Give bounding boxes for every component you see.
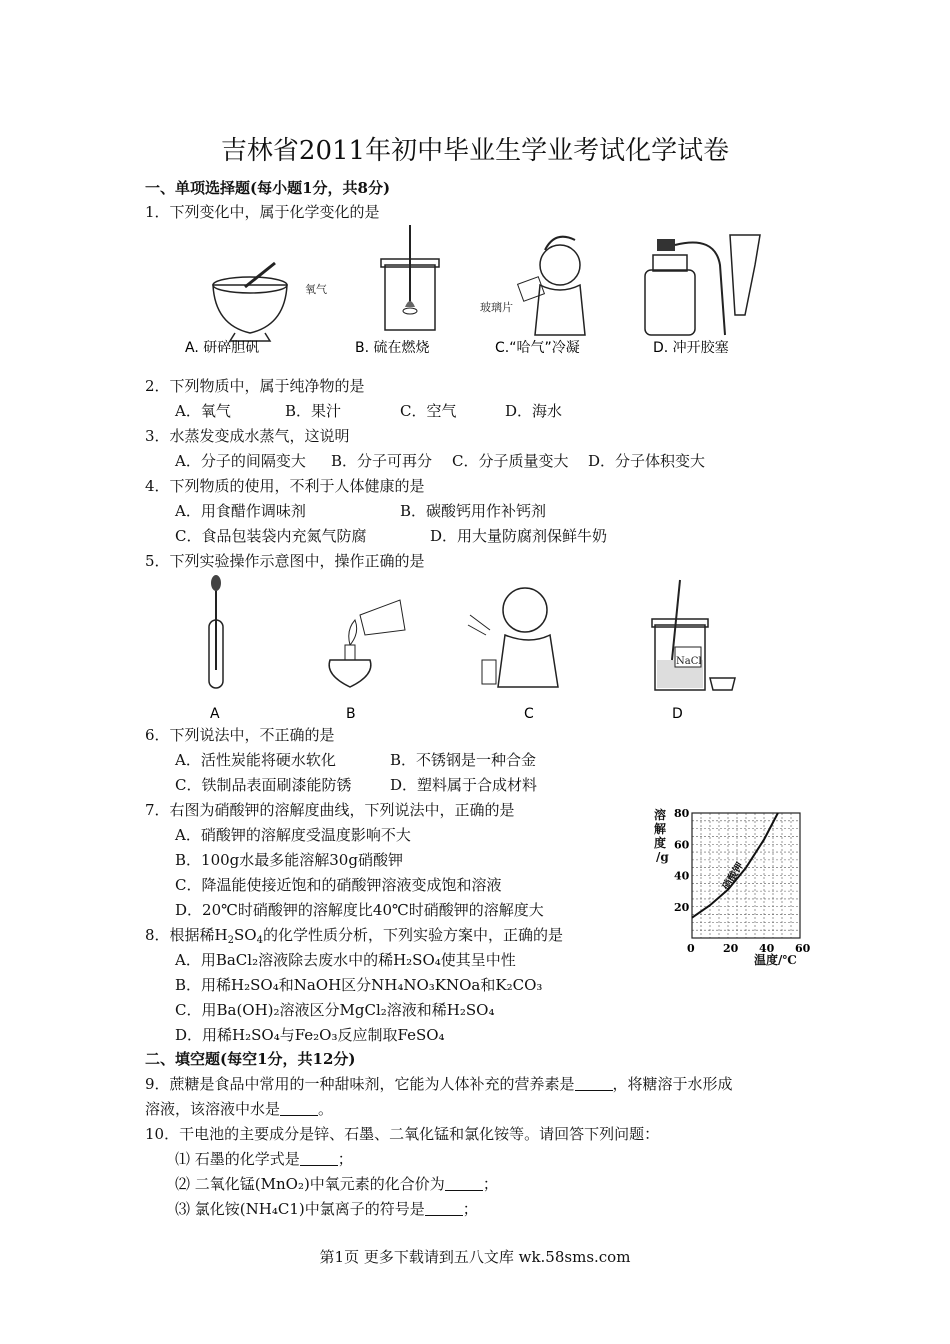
alcohol-lamp-figure	[329, 600, 405, 687]
y-tick-label: 80	[674, 807, 690, 820]
y-axis-label-3: 度	[654, 836, 667, 850]
boy-smelling-figure	[468, 588, 558, 687]
q6-option-d: D．塑料属于合成材料	[390, 776, 538, 794]
q5-figures	[190, 575, 750, 725]
q5-caption-b: B	[346, 706, 356, 722]
q9-line-2: 溶液，该溶液中水是 。	[145, 1100, 334, 1118]
girl-breath-figure	[518, 237, 585, 335]
q7-option-c: C．降温能使接近饱和的硝酸钾溶液变成饱和溶液	[175, 876, 502, 894]
q3-option-d: D．分子体积变大	[588, 452, 706, 470]
q4-option-c: C．食品包装袋内充氮气防腐	[175, 527, 367, 545]
test-tube-dropper-figure	[209, 575, 223, 688]
q7-stem: 7．右图为硝酸钾的溶解度曲线，下列说法中，正确的是	[145, 801, 515, 819]
q4-stem: 4．下列物质的使用，不利于人体健康的是	[145, 477, 425, 495]
q6-option-c: C．铁制品表面刷漆能防锈	[175, 776, 352, 794]
q2-option-a: A．氧气	[175, 402, 231, 420]
x-tick-label: 40	[759, 942, 775, 955]
q6-option-b: B．不锈钢是一种合金	[390, 751, 537, 769]
q4-option-d: D．用大量防腐剂保鲜牛奶	[430, 527, 608, 545]
q10-sub-3: ⑶ 氯化铵(NH₄C1)中氯离子的符号是 ；	[175, 1200, 478, 1218]
q9-line-1: 9．蔗糖是食品中常用的一种甜味剂，它能为人体补充的营养素是 ，将糖溶于水形成	[145, 1075, 733, 1093]
q4-option-b: B．碳酸钙用作补钙剂	[400, 502, 547, 520]
q3-option-a: A．分子的间隔变大	[175, 452, 306, 470]
q8-option-a: A．用BaCl₂溶液除去废水中的稀H₂SO₄使其呈中性	[175, 951, 516, 969]
q10-blank-2[interactable]	[445, 1176, 483, 1191]
q10-blank-1[interactable]	[300, 1151, 338, 1166]
x-tick-label: 60	[795, 942, 811, 955]
page-footer: 第1页 更多下载请到五八文库 wk.58sms.com	[319, 1248, 631, 1266]
q8-option-d: D．用稀H₂SO₄与Fe₂O₃反应制取FeSO₄	[175, 1026, 445, 1044]
q7-option-a: A．硝酸钾的溶解度受温度影响不大	[175, 826, 411, 844]
q7-option-d: D．20℃时硝酸钾的溶解度比40℃时硝酸钾的溶解度大	[175, 901, 544, 919]
q10-sub-1: ⑴ 石墨的化学式是 ；	[175, 1150, 353, 1168]
nacl-jar-figure	[652, 580, 735, 690]
y-tick-labels	[674, 807, 690, 914]
q6-stem: 6．下列说法中，不正确的是	[145, 726, 335, 744]
section-2-heading: 二、填空题(每空1分，共12分)	[145, 1050, 356, 1068]
q1-figures	[175, 225, 785, 360]
oxygen-label: 氧气	[305, 283, 327, 296]
q8-option-b: B．用稀H₂SO₄和NaOH区分NH₄NO₃KNOa和K₂CO₃	[175, 976, 543, 994]
y-axis-label-4: /g	[656, 850, 669, 864]
solubility-chart	[650, 805, 820, 970]
chart-grid	[692, 813, 800, 938]
mortar-pestle-figure	[213, 263, 287, 341]
q10-stem: 10．干电池的主要成分是锌、石墨、二氧化锰和氯化铵等。请回答下列问题：	[145, 1125, 660, 1143]
q1-caption-a: A. 研碎胆矾	[185, 340, 260, 356]
nacl-label: NaCl	[676, 656, 702, 667]
oxygen-jar-figure	[381, 225, 439, 330]
q5-stem: 5．下列实验操作示意图中，操作正确的是	[145, 552, 425, 570]
q5-caption-a: A	[210, 706, 220, 722]
bottle-stopper-figure	[645, 235, 760, 335]
y-axis-label-2: 解	[654, 822, 667, 836]
series-label: 硝酸钾	[720, 860, 747, 893]
q1-caption-d: D. 冲开胶塞	[653, 340, 729, 356]
x-tick-label: 20	[723, 942, 739, 955]
q1-stem: 1．下列变化中，属于化学变化的是	[145, 203, 380, 221]
q1-caption-b: B. 硫在燃烧	[355, 340, 430, 356]
q2-stem: 2．下列物质中，属于纯净物的是	[145, 377, 365, 395]
q6-option-a: A．活性炭能将硬水软化	[175, 751, 336, 769]
x-tick-label: 0	[687, 942, 695, 955]
q1-caption-c: C.“哈气”冷凝	[495, 340, 580, 356]
q9-blank-1[interactable]	[575, 1076, 613, 1091]
q10-blank-3[interactable]	[425, 1201, 463, 1216]
q2-option-b: B．果汁	[285, 402, 342, 420]
q5-caption-c: C	[524, 706, 534, 722]
y-tick-label: 60	[674, 838, 690, 852]
q8-option-c: C．用Ba(OH)₂溶液区分MgCl₂溶液和稀H₂SO₄	[175, 1001, 495, 1019]
y-axis-label-1: 溶	[654, 808, 667, 822]
x-axis-label: 温度/℃	[754, 953, 797, 967]
q3-option-c: C．分子质量变大	[452, 452, 569, 470]
q7-option-b: B．100g水最多能溶解30g硝酸钾	[175, 851, 403, 869]
glass-label: 玻璃片	[480, 301, 513, 314]
y-tick-label: 20	[674, 900, 690, 914]
q10-sub-2: ⑵ 二氧化锰(MnO₂)中氧元素的化合价为 ；	[175, 1175, 498, 1193]
q8-stem: 8．根据稀$H_2SO_4$的化学性质分析，下列实验方案中，正确的是	[145, 926, 563, 946]
q2-option-c: C．空气	[400, 402, 457, 420]
q3-stem: 3．水蒸发变成水蒸气，这说明	[145, 427, 350, 445]
page-title: 吉林省2011年初中毕业生学业考试化学试卷	[220, 136, 730, 166]
section-1-heading: 一、单项选择题(每小题1分，共8分)	[145, 179, 391, 197]
q4-option-a: A．用食醋作调味剂	[175, 502, 306, 520]
q3-option-b: B．分子可再分	[331, 452, 433, 470]
y-tick-label: 40	[674, 869, 690, 883]
q9-blank-2[interactable]	[280, 1101, 318, 1116]
q2-option-d: D．海水	[505, 402, 563, 420]
q5-caption-d: D	[672, 706, 683, 722]
